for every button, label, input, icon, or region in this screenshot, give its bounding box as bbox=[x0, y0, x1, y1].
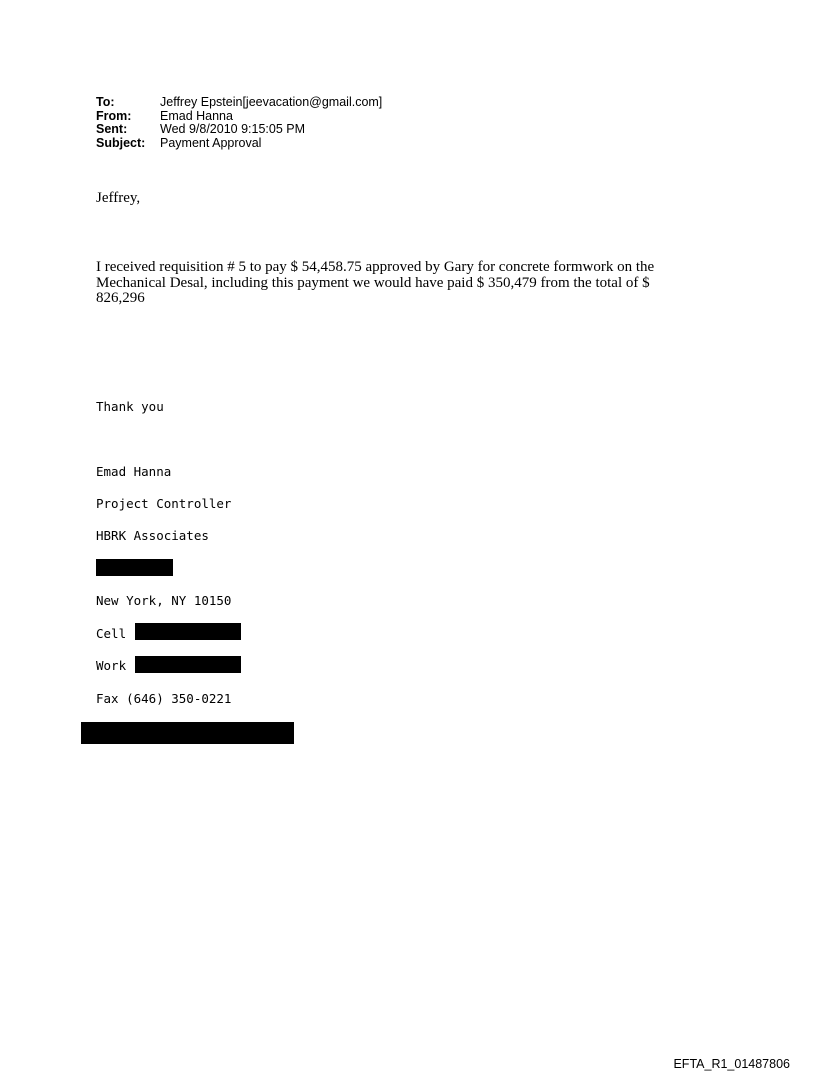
closing: Thank you bbox=[96, 399, 164, 414]
signature-title: Project Controller bbox=[96, 496, 232, 511]
subject-value: Payment Approval bbox=[160, 135, 262, 150]
signature-company: HBRK Associates bbox=[96, 528, 209, 543]
paragraph-line: Mechanical Desal, including this payment we would have paid $ 350,479 from the total of $ bbox=[96, 274, 650, 291]
body-paragraph bbox=[96, 260, 716, 307]
sent-value: Wed 9/8/2010 9:15:05 PM bbox=[160, 122, 306, 136]
greeting: Jeffrey, bbox=[96, 190, 141, 206]
sent-label: Sent: bbox=[96, 122, 128, 136]
sent-row bbox=[96, 123, 382, 137]
paragraph-line: I received requisition # 5 to pay $ 54,458.75 approved by Gary for concrete formwork on the bbox=[96, 259, 655, 275]
paragraph-line: 826,296 bbox=[96, 290, 145, 306]
redaction-box bbox=[135, 656, 241, 673]
redaction-box bbox=[96, 559, 173, 576]
signature-name: Emad Hanna bbox=[96, 464, 172, 479]
redaction-box bbox=[135, 623, 241, 640]
to-label: To: bbox=[96, 95, 115, 109]
signature-city: New York, NY 10150 bbox=[96, 593, 232, 608]
work-label: Work bbox=[96, 658, 127, 673]
to-value: Jeffrey Epstein[jeevacation@gmail.com] bbox=[160, 95, 383, 109]
document-id: EFTA_R1_01487806 bbox=[673, 1057, 790, 1071]
subject-row bbox=[96, 137, 382, 151]
from-row bbox=[96, 110, 382, 124]
subject-label: Subject: bbox=[96, 135, 146, 150]
fax-line: Fax (646) 350-0221 bbox=[96, 691, 232, 706]
from-label: From: bbox=[96, 108, 132, 123]
email-header bbox=[96, 96, 382, 150]
to-row bbox=[96, 96, 382, 110]
cell-label: Cell bbox=[96, 626, 127, 641]
from-value: Emad Hanna bbox=[160, 108, 233, 123]
redaction-box bbox=[81, 722, 294, 744]
